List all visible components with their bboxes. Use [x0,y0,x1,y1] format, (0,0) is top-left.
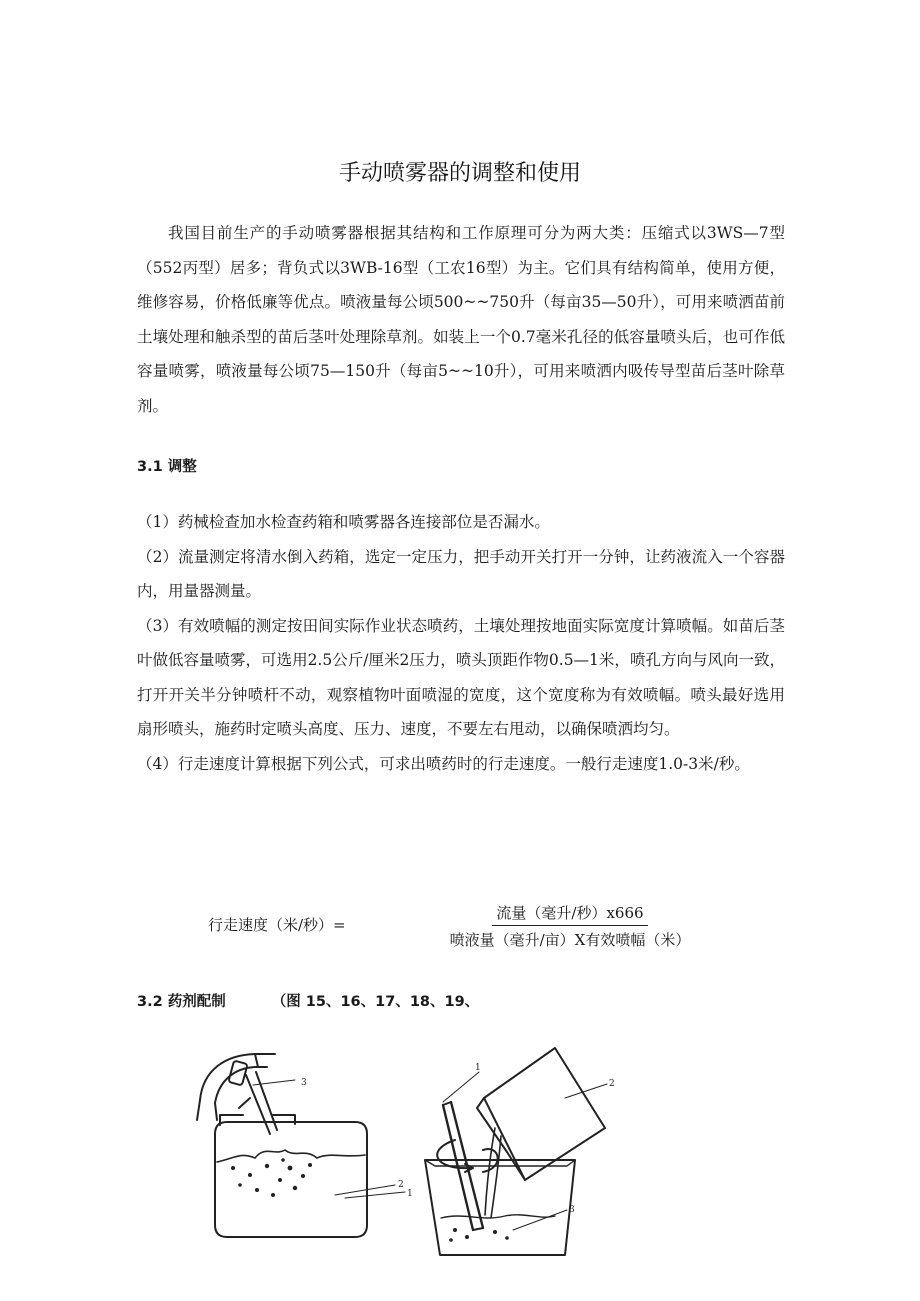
step-item: （4）行走速度计算根据下列公式，可求出喷药时的行走速度。一般行走速度1.0-3米/秒。 [137,754,750,773]
section-heading-adjustment: 3.1 调整 [137,459,197,475]
page-title: 手动喷雾器的调整和使用 [338,161,581,186]
left-label-2: 2 [398,1180,404,1190]
walking-speed-formula [0,902,920,962]
adjustment-steps [137,505,785,781]
step-item: （3）有效喷幅的测定按田间实际作业状态喷药，土壤处理按地面实际宽度计算喷幅。如苗后茎叶做低容量喷雾，可选用2.5公斤/厘米2压力，喷头顶距作物0.5—1米，喷孔方向与风向一致，打开开关半分钟喷杆不动，观察植物叶面喷湿的宽度，这个宽度称为有效喷幅。喷头最好选用扇形喷头，施药时定喷头高度、压力、速度，不要左右甩动，以确保喷洒均匀。 [137,616,785,738]
formula-denominator: 喷液量（毫升/亩）X有效喷幅（米） [449,931,691,949]
section-32-title: 3.2 药剂配制 [137,994,226,1010]
formula-fraction [435,902,705,950]
left-label-3: 3 [301,1078,307,1088]
mixing-illustration [195,1040,655,1260]
formula-label: 行走速度（米/秒）= [208,916,346,934]
section-heading-preparation [137,990,479,1011]
figure-reference: （图 15、16、17、18、19、 [271,994,480,1010]
left-label-1: 1 [407,1189,413,1199]
intro-paragraph: 我国目前生产的手动喷雾器根据其结构和工作原理可分为两大类：压缩式以3WS—7型（552丙型）居多；背负式以3WB-16型（工农16型）为主。它们具有结构简单，使用方便，维修容易，价格低廉等优点。喷液量每公顷500~~750升（每亩35—50升），可用来喷洒苗前土壤处理和触杀型的苗后茎叶处理除草剂。如装上一个0.7毫米孔径的低容量喷头后，也可作低容量喷雾，喷液量每公顷75—150升（每亩5~~10升），可用来喷洒内吸传导型苗后茎叶除草剂。 [137,224,785,415]
right-label-3: 3 [569,1205,575,1215]
right-label-2: 2 [609,1079,615,1089]
step-item: （2）流量测定将清水倒入药箱，选定一定压力，把手动开关打开一分钟，让药液流入一个容器内，用量器测量。 [137,547,785,600]
pouring-basin-drawing [425,1048,607,1255]
right-label-1: 1 [475,1063,481,1073]
formula-numerator: 流量（毫升/秒）x666 [492,902,647,926]
step-item: （1）药械检查加水检查药箱和喷雾器各连接部位是否漏水。 [137,513,550,531]
mixing-diagram [195,1040,655,1260]
